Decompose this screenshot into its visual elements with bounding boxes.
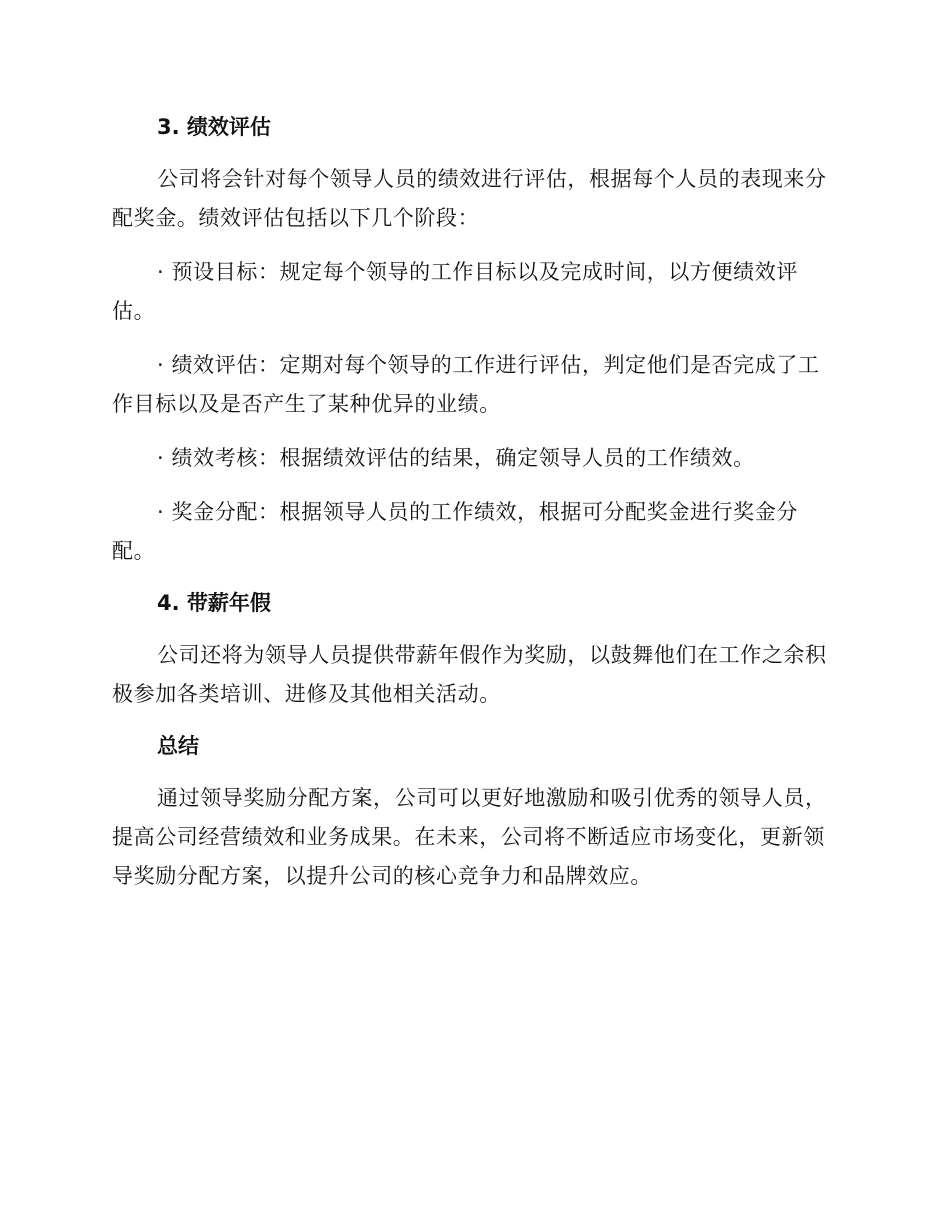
bullet-preset-goals: · 预设目标：规定每个领导的工作目标以及完成时间，以方便绩效评估。 [112, 260, 798, 323]
bullet-performance-assessment: · 绩效考核：根据绩效评估的结果，确定领导人员的工作绩效。 [157, 446, 755, 470]
section-4-heading: 4. 带薪年假 [157, 591, 271, 615]
summary-heading: 总结 [157, 734, 199, 758]
document-page [112, 110, 834, 911]
summary-body: 通过领导奖励分配方案，公司可以更好地激励和吸引优秀的领导人员，提高公司经营绩效和业务成果。在未来，公司将不断适应市场变化，更新领导奖励分配方案，以提升公司的核心竞争力和品牌效应。 [112, 786, 827, 888]
section-3-heading: 3. 绩效评估 [157, 115, 271, 139]
section-3-intro: 公司将会针对每个领导人员的绩效进行评估，根据每个人员的表现来分配奖金。绩效评估包括以下几个阶段： [112, 167, 827, 230]
section-4-body: 公司还将为领导人员提供带薪年假作为奖励，以鼓舞他们在工作之余积极参加各类培训、进修及其他相关活动。 [112, 643, 827, 706]
bullet-performance-evaluation: · 绩效评估：定期对每个领导的工作进行评估，判定他们是否完成了工作目标以及是否产生了某种优异的业绩。 [112, 353, 820, 416]
bullet-bonus-allocation: · 奖金分配：根据领导人员的工作绩效，根据可分配奖金进行奖金分配。 [112, 500, 798, 563]
